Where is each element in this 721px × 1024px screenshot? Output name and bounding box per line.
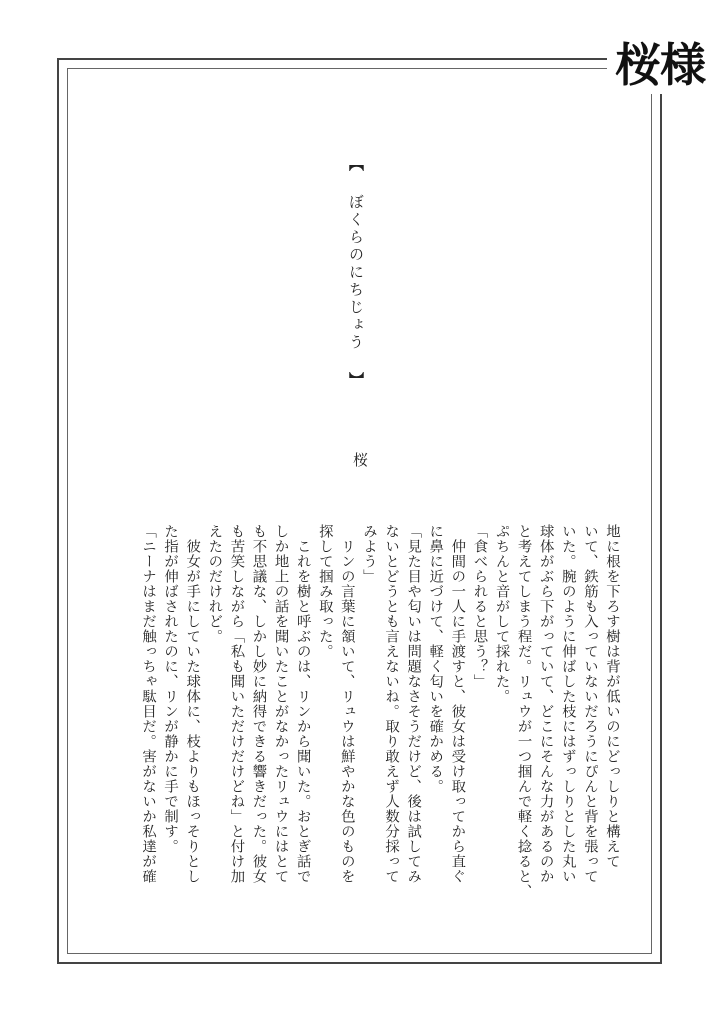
body-line: えたのだけれど。 <box>206 524 223 644</box>
body-line: も苦笑しながら「私も聞いただけだけどね」と付け加 <box>228 524 245 884</box>
body-line: 彼女が手にしていた球体に、枝よりもほっそりとし <box>184 524 201 884</box>
body-line: 球体がぶら下がっていて、どこにそんな力があるのか <box>537 524 554 884</box>
title-open-bracket: 【 <box>347 156 365 174</box>
body-line: 「ニーナはまだ触っちゃ駄目だ。害がないか私達が確 <box>140 524 157 884</box>
body-line: いて、鉄筋も入っていないだろうにぴんと背を張って <box>581 524 598 884</box>
body-line: みよう」 <box>360 524 377 584</box>
body-line: 仲間の一人に手渡すと、彼女は受け取ってから直ぐ <box>449 524 466 884</box>
story-body <box>137 524 623 904</box>
body-line: 「見た目や匂いは問題なさそうだけど、後は試してみ <box>405 524 422 884</box>
body-line: と考えてしまう程だ。リュウが一つ掴んで軽く捻ると、 <box>515 524 532 899</box>
body-line: 「食べられると思う？」 <box>471 524 488 689</box>
body-line: 探して掴み取った。 <box>316 524 333 659</box>
story-title <box>346 156 367 390</box>
body-line: 地に根を下ろす樹は背が低いのにどっしりと構えて <box>604 524 620 869</box>
author-stamp: 桜様 <box>607 38 707 94</box>
body-line: いた。腕のように伸ばした枝にはずっしりとした丸い <box>559 524 576 884</box>
body-line: しか地上の話を聞いたことがなかったリュウにはとて <box>272 524 289 884</box>
body-line: ぷちんと音がして採れた。 <box>493 524 510 704</box>
body-line: ないとどうとも言えないね。取り敢えず人数分採って <box>383 524 400 884</box>
author-name: 桜 <box>351 452 369 467</box>
body-line: これを樹と呼ぶのは、リンから聞いた。おとぎ話で <box>294 524 311 884</box>
title-close-bracket: 】 <box>347 372 365 390</box>
title-text: ぼくらのにちじょう <box>347 194 365 352</box>
body-line: も不思議な、しかし妙に納得できる響きだった。彼女 <box>250 524 267 884</box>
body-line: に鼻に近づけて、軽く匂いを確かめる。 <box>427 524 444 794</box>
body-line: た指が伸ばされたのに、リンが静かに手で制す。 <box>162 524 179 854</box>
body-line: リンの言葉に頷いて、リュウは鮮やかな色のものを <box>338 524 355 884</box>
